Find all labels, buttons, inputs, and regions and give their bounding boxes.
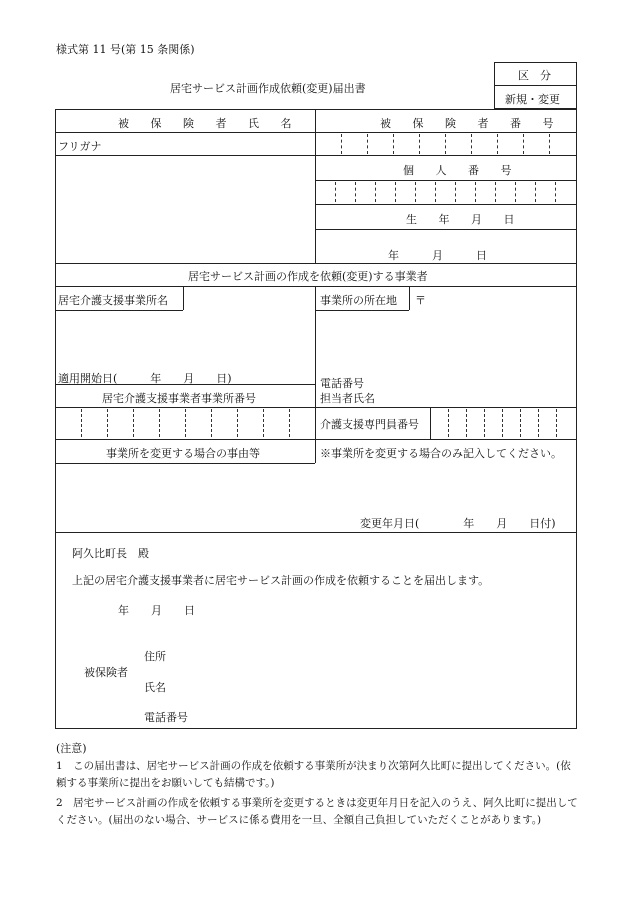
address-label: 事業所の所在地 <box>320 294 397 307</box>
change-date-field[interactable]: 変更年月日( 年 月 日付) <box>360 517 556 530</box>
note-item-1: 1 この届出書は、居宅サービス計画の作成を依頼する事業所が決まり次第阿久比町に提出してください。(依頼する事業所に提出をお願いしても結構です。) <box>56 760 571 789</box>
address-field[interactable] <box>318 313 574 368</box>
insured-name-header: 被 保 険 者 氏 名 <box>118 117 301 130</box>
form-title: 居宅サービス計画作成依頼(変更)届出書 <box>170 82 366 95</box>
provider-section-header: 居宅サービス計画の作成を依頼(変更)する事業者 <box>188 270 428 283</box>
notes-heading: (注意) <box>56 742 87 755</box>
start-date-field[interactable]: 適用開始日( 年 月 日) <box>58 372 232 385</box>
insured-number-header: 被 保 険 者 番 号 <box>380 117 563 130</box>
insured-signature-label: 被保険者 <box>84 666 128 679</box>
personal-number-header: 個 人 番 号 <box>403 164 521 177</box>
birthdate-field[interactable]: 年 月 日 <box>388 249 487 262</box>
office-name-field[interactable] <box>58 313 312 363</box>
care-manager-label: 介護支援専門員番号 <box>320 418 419 431</box>
furigana-label: フリガナ <box>58 140 102 153</box>
signature-name-label: 氏名 <box>144 681 166 694</box>
contact-name-label: 担当者氏名 <box>320 392 375 405</box>
declaration-date[interactable]: 年 月 日 <box>118 604 195 617</box>
form-number: 様式第 11 号(第 15 条関係) <box>56 43 195 56</box>
office-name-label: 居宅介護支援事業所名 <box>58 294 168 307</box>
phone-label: 電話番号 <box>320 377 364 390</box>
addressee: 阿久比町長 殿 <box>72 547 149 560</box>
birthdate-header: 生 年 月 日 <box>406 213 524 226</box>
signature-address-label: 住所 <box>144 650 166 663</box>
change-reason-field[interactable] <box>58 466 574 510</box>
note-item-2: 2 居宅サービス計画の作成を依頼する事業所を変更するときは変更年月日を記入のうえ、阿久比町に提出してください。(届出のない場合、サービスに係る費用を一旦、全額自己負担していただくことがあります。) <box>56 797 578 826</box>
declaration-statement: 上記の居宅介護支援事業者に居宅サービス計画の作成を依頼することを届出します。 <box>72 574 490 587</box>
postal-mark: 〒 <box>415 294 426 307</box>
insured-name-field[interactable] <box>58 158 312 260</box>
signature-phone-label: 電話番号 <box>144 711 188 724</box>
office-number-label: 居宅介護支援事業者事業所番号 <box>102 392 256 405</box>
category-value[interactable]: 新規・変更 <box>505 93 560 106</box>
change-note: ※事業所を変更する場合のみ記入してください。 <box>320 447 562 460</box>
change-reason-label: 事業所を変更する場合の事由等 <box>106 447 260 460</box>
category-label: 区 分 <box>518 69 551 82</box>
